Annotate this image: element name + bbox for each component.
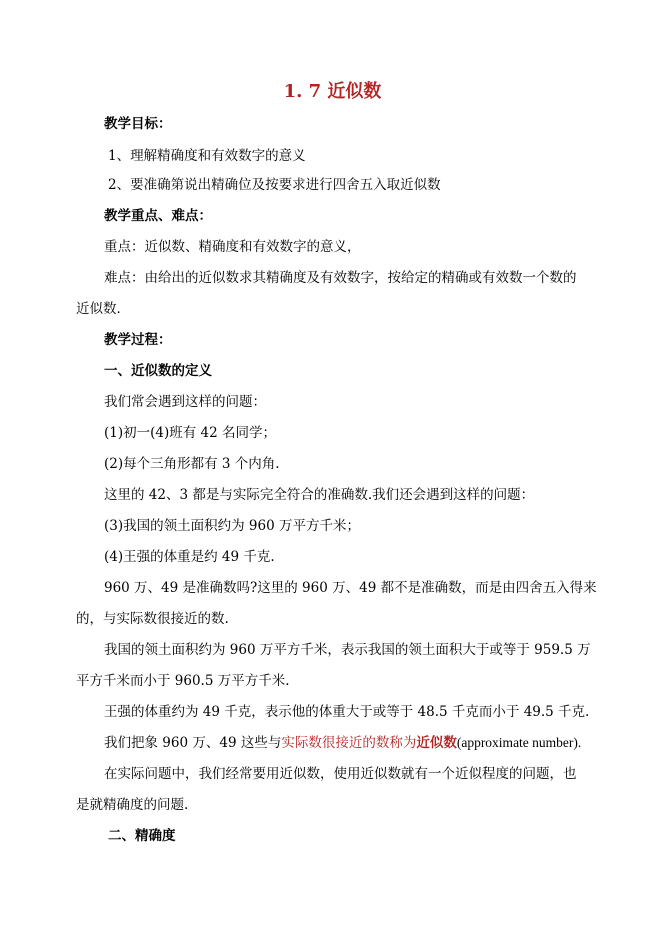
paragraph-area-line-1: 我国的领土面积约为 960 万平方千米，表示我国的领土面积大于或等于 959.5 万 — [104, 642, 591, 658]
example-3: (3)我国的领土面积约为 960 万平方千米； — [104, 518, 360, 534]
example-1: (1)初一(4)班有 42 名同学； — [104, 425, 277, 441]
document-title: 1. 7 近似数 — [283, 81, 382, 102]
paragraph-practice-line-2: 是就精确度的问题. — [76, 797, 189, 813]
paragraph-practice-line-1: 在实际问题中，我们经常要用近似数，使用近似数就有一个近似程度的问题，也 — [104, 766, 577, 782]
process-heading: 教学过程： — [104, 332, 172, 348]
term-english: (approximate number). — [456, 735, 582, 750]
paragraph-weight: 王强的体重约为 49 千克，表示他的体重大于或等于 48.5 千克而小于 49.5 千克. — [104, 704, 590, 720]
section-2-heading: 二、精确度 — [108, 828, 176, 844]
difficulty-line-2: 近似数． — [76, 301, 130, 317]
goal-2: 2、要准确第说出精确位及按要求进行四舍五入取近似数 — [108, 177, 441, 193]
example-4: (4)王强的体重是约 49 千克. — [104, 549, 275, 565]
paragraph-definition — [104, 734, 581, 752]
paragraph-area-line-2: 平方千米而小于 960.5 万平方千米. — [76, 673, 290, 689]
paragraph-question-line-2: 的，与实际数很接近的数. — [76, 611, 229, 627]
paragraph-exact: 这里的 42、3 都是与实际完全符合的准确数.我们还会遇到这样的问题： — [104, 487, 535, 503]
key-heading: 教学重点、难点： — [104, 208, 212, 224]
example-2: (2)每个三角形都有 3 个内角. — [104, 456, 280, 472]
key-point: 重点：近似数、精确度和有效数字的意义， — [104, 239, 361, 255]
goal-1: 1、理解精确度和有效数字的意义 — [108, 148, 306, 164]
difficulty-line-1: 难点：由给出的近似数求其精确度及有效数字，按给定的精确或有效数一个数的 — [104, 270, 577, 286]
paragraph-intro: 我们常会遇到这样的问题： — [104, 394, 266, 410]
definition-highlight: 实际数很接近的数称为 — [281, 735, 417, 751]
term-approximate-number: 近似数 — [416, 735, 457, 751]
goals-heading: 教学目标： — [104, 116, 172, 132]
paragraph-question-line-1: 960 万、49 是准确数吗?这里的 960 万、49 都不是准确数，而是由四舍五入得来 — [104, 580, 597, 596]
definition-prefix: 我们把象 960 万、49 这些与 — [104, 735, 282, 751]
section-1-heading: 一、近似数的定义 — [104, 363, 212, 379]
